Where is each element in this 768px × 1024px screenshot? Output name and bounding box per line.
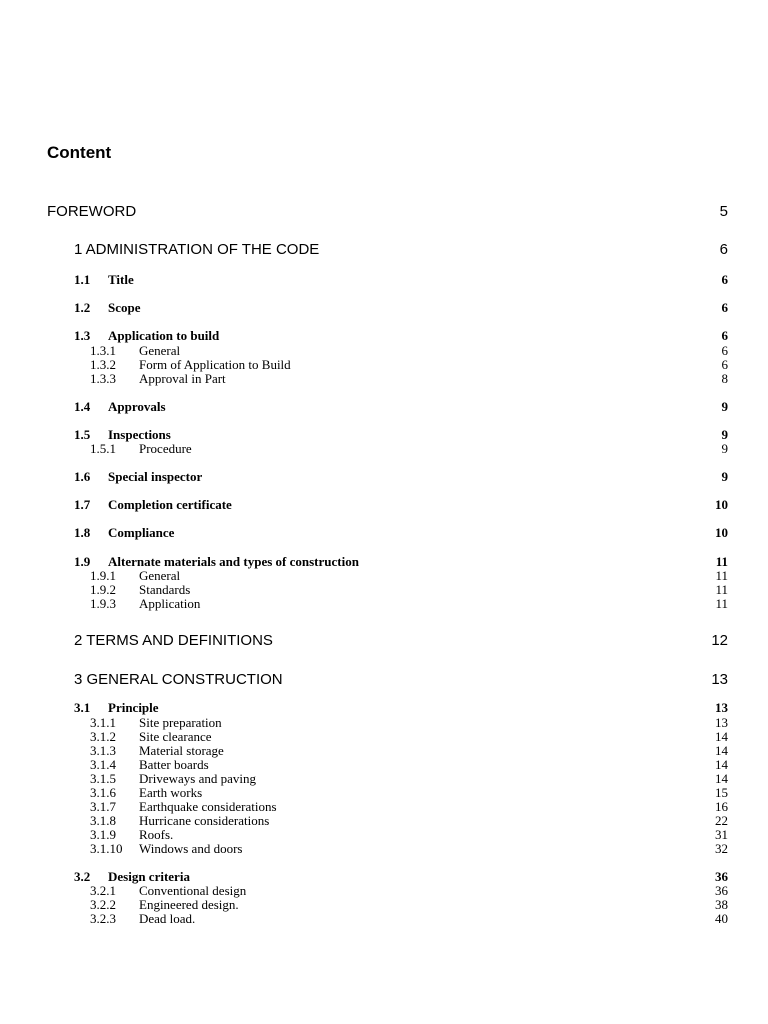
- toc-entry-page: 14: [715, 729, 728, 744]
- toc-entry-label: 2 TERMS AND DEFINITIONS: [74, 632, 273, 649]
- toc-entry-number: 3.1.2: [90, 729, 116, 744]
- toc-entry-number: 3.1.5: [90, 771, 116, 786]
- toc-entry-page: 14: [715, 771, 728, 786]
- toc-entry-page: 14: [715, 757, 728, 772]
- toc-entry-label: Form of Application to Build: [139, 357, 291, 372]
- toc-entry-page: 40: [715, 911, 728, 926]
- toc-entry-label: 1 ADMINISTRATION OF THE CODE: [74, 241, 320, 258]
- toc-entry-number: 1.1: [74, 272, 91, 287]
- toc-section-entry: [0, 300, 768, 316]
- toc-entry-label: Batter boards: [139, 757, 209, 772]
- toc-entry-page: 6: [719, 241, 728, 258]
- toc-entry-page: 6: [721, 272, 728, 287]
- toc-entry-page: 6: [721, 300, 728, 315]
- toc-entry-page: 12: [711, 632, 728, 649]
- toc-entry-page: 32: [715, 841, 728, 856]
- toc-entry-number: 3.1: [74, 700, 91, 715]
- toc-section-entry: [0, 700, 768, 716]
- toc-entry-label: Procedure: [139, 441, 192, 456]
- toc-entry-label: Dead load.: [139, 911, 196, 926]
- toc-entry-label: Principle: [108, 700, 159, 715]
- toc-entry-page: 9: [721, 441, 728, 456]
- toc-foreword-entry: [0, 202, 768, 222]
- toc-entry-number: 1.9.1: [90, 568, 116, 583]
- toc-entry-label: Roofs.: [139, 827, 174, 842]
- toc-section-entry: [0, 272, 768, 288]
- toc-entry-label: Approvals: [108, 399, 166, 414]
- toc-chapter-entry: [0, 670, 768, 690]
- toc-entry-label: Special inspector: [108, 469, 203, 484]
- toc-entry-page: 15: [715, 785, 728, 800]
- toc-entry-number: 1.4: [74, 399, 91, 414]
- toc-entry-page: 9: [721, 427, 728, 442]
- toc-entry-label: Site preparation: [139, 715, 222, 730]
- toc-entry-label: General: [139, 343, 181, 358]
- toc-entry-number: 3.1.4: [90, 757, 116, 772]
- toc-section-entry: [0, 469, 768, 485]
- toc-entry-number: 1.5.1: [90, 441, 116, 456]
- toc-entry-page: 14: [715, 743, 728, 758]
- toc-entry-page: 13: [711, 671, 728, 688]
- toc-entry-number: 1.3: [74, 328, 91, 343]
- toc-entry-label: Scope: [108, 300, 141, 315]
- toc-chapter-entry: [0, 240, 768, 260]
- toc-entry-number: 1.3.3: [90, 371, 116, 386]
- toc-entry-page: 6: [721, 328, 728, 343]
- toc-entry-page: 13: [715, 700, 728, 715]
- toc-entry-label: General: [139, 568, 181, 583]
- toc-entry-label: Completion certificate: [108, 497, 232, 512]
- toc-entry-page: 38: [715, 897, 728, 912]
- toc-entry-page: 11: [715, 568, 728, 583]
- toc-entry-number: 1.6: [74, 469, 91, 484]
- toc-subsection-entry: [0, 441, 768, 457]
- toc-entry-number: 3.1.1: [90, 715, 116, 730]
- toc-entry-label: Approval in Part: [139, 371, 226, 386]
- toc-entry-page: 13: [715, 715, 728, 730]
- toc-entry-label: Compliance: [108, 525, 175, 540]
- toc-entry-page: 6: [721, 343, 728, 358]
- toc-entry-number: 3.2: [74, 869, 91, 884]
- toc-entry-page: 8: [721, 371, 728, 386]
- toc-entry-number: 1.3.1: [90, 343, 116, 358]
- toc-entry-number: 1.7: [74, 497, 91, 512]
- toc-section-entry: [0, 328, 768, 344]
- toc-entry-page: 9: [721, 469, 728, 484]
- toc-entry-page: 6: [721, 357, 728, 372]
- toc-entry-page: 31: [715, 827, 728, 842]
- toc-entry-number: 3.1.3: [90, 743, 116, 758]
- toc-entry-page: 10: [715, 497, 728, 512]
- toc-subsection-entry: [0, 841, 768, 857]
- toc-section-entry: [0, 525, 768, 541]
- toc-entry-number: 1.3.2: [90, 357, 116, 372]
- toc-subsection-entry: [0, 596, 768, 612]
- toc-subsection-entry: [0, 371, 768, 387]
- toc-entry-label: Engineered design.: [139, 897, 239, 912]
- page-title: Content: [47, 143, 112, 162]
- toc-entry-label: FOREWORD: [47, 203, 137, 220]
- toc-entry-page: 11: [715, 554, 728, 569]
- toc-entry-page: 36: [715, 869, 728, 884]
- toc-entry-label: Inspections: [108, 427, 171, 442]
- toc-entry-page: 36: [715, 883, 728, 898]
- toc-entry-page: 16: [715, 799, 728, 814]
- toc-entry-page: 10: [715, 525, 728, 540]
- toc-entry-page: 11: [715, 582, 728, 597]
- toc-entry-label: Standards: [139, 582, 191, 597]
- toc-subsection-entry: [0, 911, 768, 927]
- toc-entry-label: Driveways and paving: [139, 771, 256, 786]
- toc-entry-number: 1.9.3: [90, 596, 116, 611]
- toc-section-entry: [0, 399, 768, 415]
- toc-entry-number: 1.8: [74, 525, 91, 540]
- toc-entry-label: Application to build: [108, 328, 220, 343]
- toc-entry-page: 9: [721, 399, 728, 414]
- toc-entry-number: 1.9: [74, 554, 91, 569]
- toc-entry-label: Earthquake considerations: [139, 799, 277, 814]
- toc-entry-page: 22: [715, 813, 728, 828]
- toc-entry-label: Alternate materials and types of construction: [108, 554, 359, 569]
- toc-entry-number: 3.2.3: [90, 911, 116, 926]
- toc-entry-label: Application: [139, 596, 201, 611]
- toc-chapter-entry: [0, 631, 768, 651]
- toc-entry-page: 5: [719, 203, 728, 220]
- toc-entry-page: 11: [715, 596, 728, 611]
- toc-entry-number: 3.1.9: [90, 827, 116, 842]
- toc-entry-number: 1.5: [74, 427, 91, 442]
- toc-entry-number: 3.2.2: [90, 897, 116, 912]
- toc-entry-label: Design criteria: [108, 869, 190, 884]
- toc-entry-label: Conventional design: [139, 883, 247, 898]
- toc-entry-label: Material storage: [139, 743, 224, 758]
- toc-entry-label: Title: [108, 272, 134, 287]
- toc-entry-number: 1.9.2: [90, 582, 116, 597]
- toc-entry-label: Earth works: [139, 785, 203, 800]
- toc-section-entry: [0, 497, 768, 513]
- toc-entry-number: 3.1.8: [90, 813, 116, 828]
- toc-entry-label: Windows and doors: [139, 841, 243, 856]
- toc-entry-number: 3.2.1: [90, 883, 116, 898]
- toc-entry-label: Hurricane considerations: [139, 813, 270, 828]
- toc-entry-number: 1.2: [74, 300, 91, 315]
- toc-entry-label: 3 GENERAL CONSTRUCTION: [74, 671, 283, 688]
- toc-entry-number: 3.1.6: [90, 785, 116, 800]
- toc-entry-label: Site clearance: [139, 729, 212, 744]
- toc-entry-number: 3.1.10: [90, 841, 123, 856]
- toc-entry-number: 3.1.7: [90, 799, 116, 814]
